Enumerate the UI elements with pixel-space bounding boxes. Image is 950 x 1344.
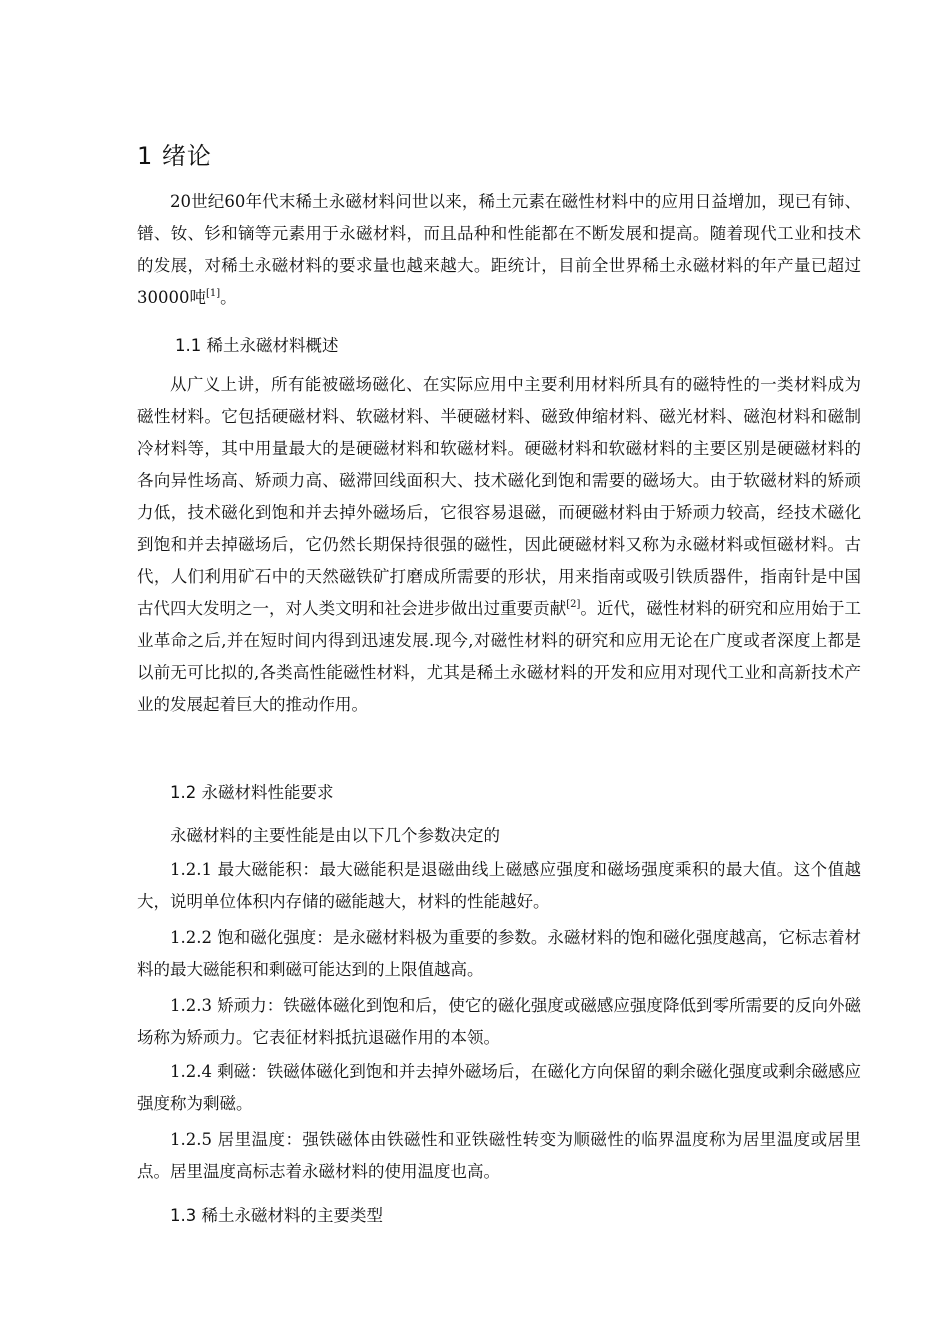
property-text: 强铁磁体由铁磁性和亚铁磁性转变为顺磁性的临界温度称为居里温度或居里点。居里温度高标志着永磁材料的使用温度也高。 [137, 1130, 862, 1181]
property-term: 居里温度 [217, 1130, 286, 1149]
property-item [137, 922, 861, 986]
property-term: 饱和磁化强度 [217, 928, 317, 947]
property-separator: ： [250, 1062, 267, 1081]
citation-2: [2] [566, 599, 581, 610]
section-1-1-text-b: 。近代，磁性材料的研究和应用始于工业革命之后,并在短时间内得到迅速发展.现今,对磁性材料的研究和应用无论在广度或者深度上都是以前无可比拟的,各类高性能磁性材料，尤其是稀土永磁材料的开发和应用对现代工业和高新技术产业的发展起着巨大的推动作用。 [137, 599, 862, 714]
property-item [137, 1124, 861, 1188]
section-1-1-heading: 1.1 稀土永磁材料概述 [175, 336, 339, 355]
property-number: 1.2.5 [170, 1130, 218, 1149]
intro-paragraph [137, 186, 861, 314]
section-1-1-text-a: 从广义上讲，所有能被磁场磁化、在实际应用中主要利用材料所具有的磁特性的一类材料成为磁性材料。它包括硬磁材料、软磁材料、半硬磁材料、磁致伸缩材料、磁光材料、磁泡材料和磁制冷材料等，其中用量最大的是硬磁材料和软磁材料。硬磁材料和软磁材料的主要区别是硬磁材料的各向异性场高、矫顽力高、磁滞回线面积大、技术磁化到饱和需要的磁场大。由于软磁材料的矫顽力低，技术磁化到饱和并去掉外磁场后，它很容易退磁，而硬磁材料由于矫顽力较高，经技术磁化到饱和并去掉磁场后，它仍然长期保持很强的磁性，因此硬磁材料又称为永磁材料或恒磁材料。古代，人们利用矿石中的天然磁铁矿打磨成所需要的形状，用来指南或吸引铁质器件，指南针是中国古代四大发明之一，对人类文明和社会进步做出过重要贡献 [137, 375, 861, 618]
property-separator: ： [316, 928, 333, 947]
section-1-2-lead: 永磁材料的主要性能是由以下几个参数决定的 [170, 826, 500, 845]
section-1-3-heading: 1.3 稀土永磁材料的主要类型 [170, 1206, 383, 1225]
property-text: 是永磁材料极为重要的参数。永磁材料的饱和磁化强度越高，它标志着材料的最大磁能积和剩磁可能达到的上限值越高。 [137, 928, 862, 979]
property-number: 1.2.3 [170, 996, 218, 1015]
property-number: 1.2.4 [170, 1062, 218, 1081]
property-item [137, 854, 861, 918]
property-text: 铁磁体磁化到饱和并去掉外磁场后，在磁化方向保留的剩余磁化强度或剩余磁感应强度称为剩磁。 [137, 1062, 862, 1113]
property-separator: ： [266, 996, 284, 1015]
property-term: 最大磁能积 [217, 860, 303, 879]
property-item [137, 990, 861, 1054]
section-1-1-paragraph [137, 369, 861, 721]
property-separator: ： [302, 860, 320, 879]
property-term: 矫顽力 [217, 996, 267, 1015]
chapter-title: 1 绪论 [137, 142, 212, 170]
property-text: 铁磁体磁化到饱和后，使它的磁化强度或磁感应强度降低到零所需要的反向外磁场称为矫顽力。它表征材料抵抗退磁作用的本领。 [137, 996, 862, 1047]
citation-1: [1] [206, 288, 221, 299]
intro-text: 20世纪60年代末稀土永磁材料问世以来，稀土元素在磁性材料中的应用日益增加，现已有铈、镨、钕、钐和镝等元素用于永磁材料，而且品种和性能都在不断发展和提高。随着现代工业和技术的发展，对稀土永磁材料的要求量也越来越大。距统计，目前全世界稀土永磁材料的年产量已超过30000吨 [137, 192, 861, 307]
property-item [137, 1056, 861, 1120]
property-text: 最大磁能积是退磁曲线上磁感应强度和磁场强度乘积的最大值。这个值越大，说明单位体积内存储的磁能越大，材料的性能越好。 [137, 860, 862, 911]
intro-end: 。 [220, 288, 237, 307]
property-term: 剩磁 [217, 1062, 251, 1081]
property-separator: ： [285, 1130, 303, 1149]
property-number: 1.2.2 [170, 928, 218, 947]
section-1-2-heading: 1.2 永磁材料性能要求 [170, 783, 334, 802]
property-number: 1.2.1 [170, 860, 218, 879]
